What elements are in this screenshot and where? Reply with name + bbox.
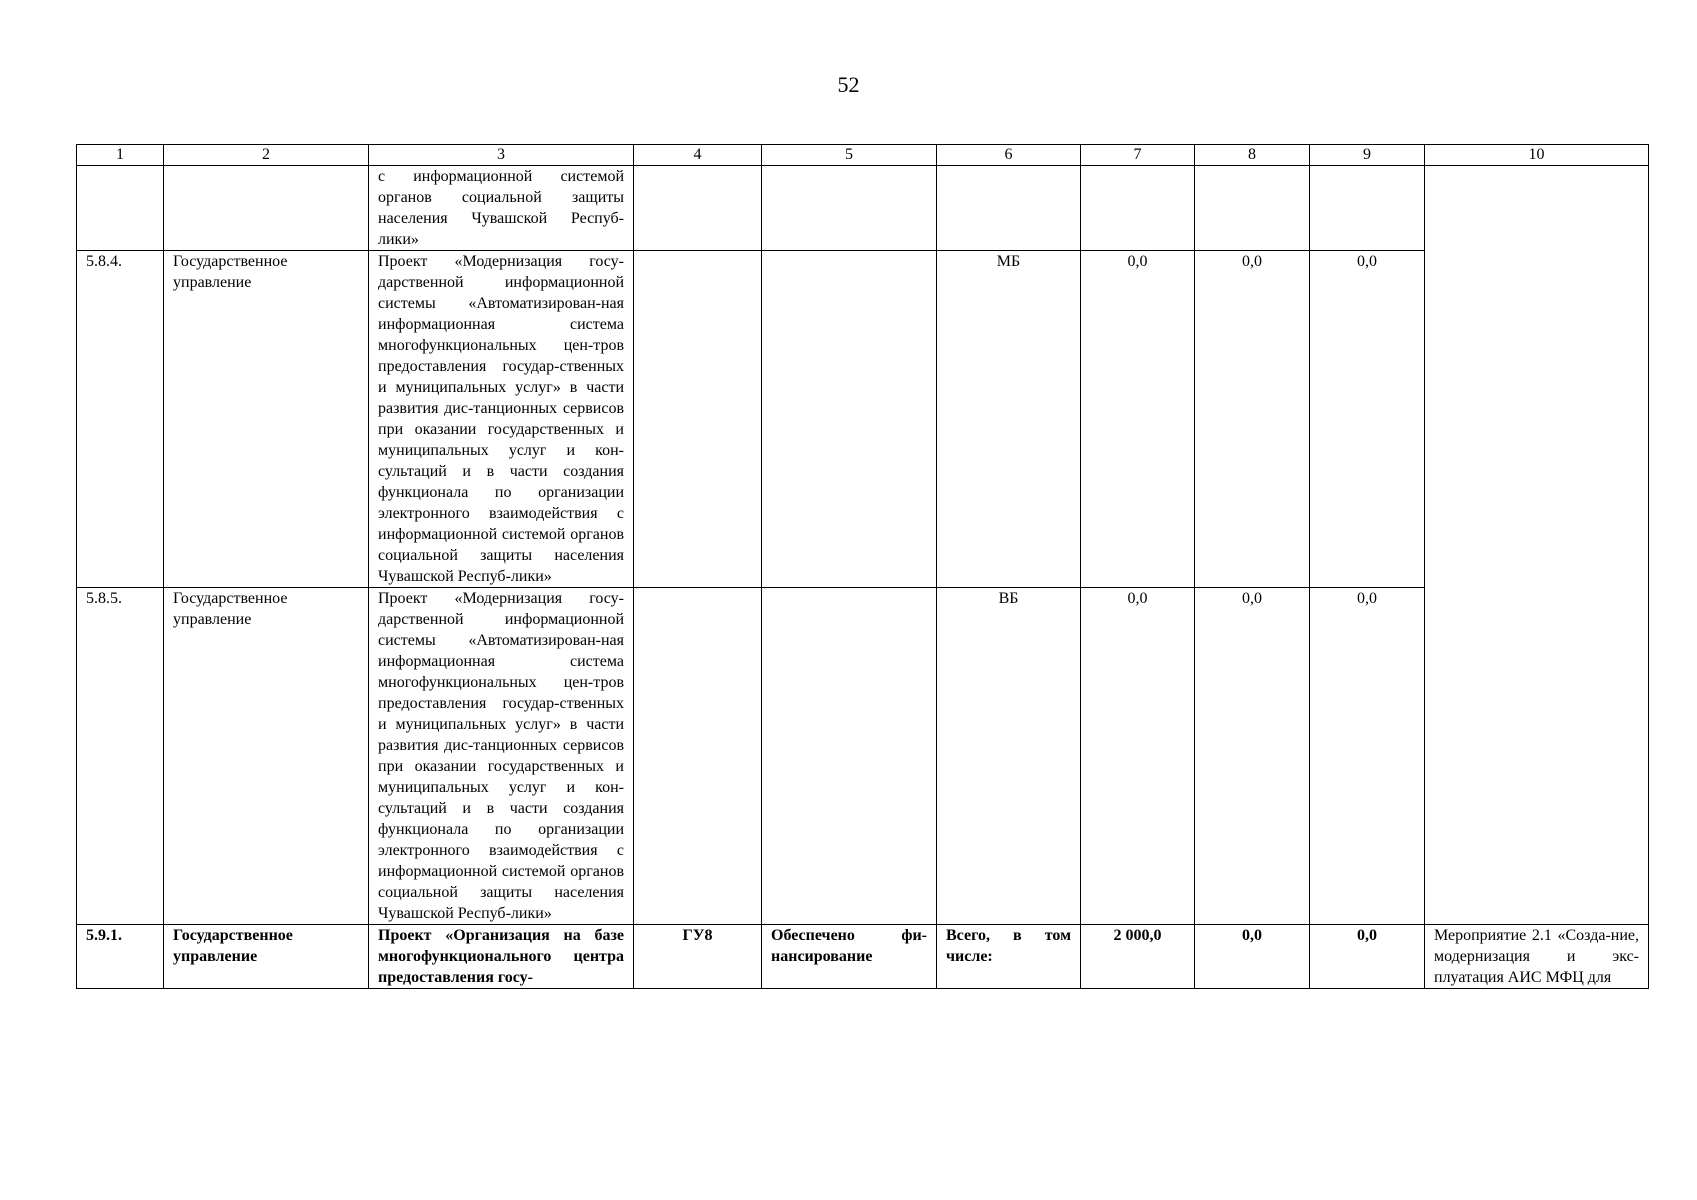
note-cell: Мероприятие 2.1 «Созда-ние, модернизация и экс-плуатация АИС МФЦ для	[1425, 925, 1649, 989]
value-cell: 2 000,0	[1081, 925, 1195, 989]
page-number: 52	[837, 72, 860, 97]
result-cell	[762, 251, 937, 588]
header-cell: 7	[1081, 145, 1195, 166]
row-number-cell: 5.8.5.	[77, 588, 164, 925]
code-cell	[634, 588, 762, 925]
result-cell: Обеспечено фи-нансирование	[762, 925, 937, 989]
value-cell: 0,0	[1310, 925, 1425, 989]
header-cell: 9	[1310, 145, 1425, 166]
value-cell: 0,0	[1195, 588, 1310, 925]
value-cell: 0,0	[1081, 588, 1195, 925]
area-cell: Государственное управление	[164, 251, 369, 588]
table-row	[77, 588, 1649, 925]
header-cell: 5	[762, 145, 937, 166]
area-cell: Государственное управление	[164, 588, 369, 925]
area-cell: Государственное управление	[164, 925, 369, 989]
source-cell: МБ	[937, 251, 1081, 588]
document-table	[76, 144, 1649, 989]
code-cell	[634, 166, 762, 251]
value-cell	[1195, 166, 1310, 251]
header-cell: 8	[1195, 145, 1310, 166]
value-cell: 0,0	[1310, 251, 1425, 588]
table-row-bold	[77, 925, 1649, 989]
header-cell: 2	[164, 145, 369, 166]
source-cell: Всего, в том числе:	[937, 925, 1081, 989]
value-cell	[1081, 166, 1195, 251]
value-cell: 0,0	[1195, 925, 1310, 989]
value-cell: 0,0	[1081, 251, 1195, 588]
project-cell: Проект «Организация на базе многофункционального центра предоставления госу-	[369, 925, 634, 989]
value-cell: 0,0	[1310, 588, 1425, 925]
header-cell: 3	[369, 145, 634, 166]
source-cell	[937, 166, 1081, 251]
table-header-row	[77, 145, 1649, 166]
header-cell: 10	[1425, 145, 1649, 166]
row-number-cell: 5.8.4.	[77, 251, 164, 588]
area-cell	[164, 166, 369, 251]
project-cell: Проект «Модернизация госу-дарственной информационной системы «Автоматизирован-ная информационная система многофункциональных цен-тров предоставления государ-ственных и муниципальных услуг» в части развития дис-танционных сервисов при оказании государственных и муниципальных услуг и кон-сультаций и в части создания функционала по организации электронного взаимодействия с информационной системой органов социальной защиты населения Чувашской Респуб-лики»	[369, 588, 634, 925]
value-cell: 0,0	[1195, 251, 1310, 588]
header-cell: 6	[937, 145, 1081, 166]
project-cell: Проект «Модернизация госу-дарственной информационной системы «Автоматизирован-ная информационная система многофункциональных цен-тров предоставления государ-ственных и муниципальных услуг» в части развития дис-танционных сервисов при оказании государственных и муниципальных услуг и кон-сультаций и в части создания функционала по организации электронного взаимодействия с информационной системой органов социальной защиты населения Чувашской Респуб-лики»	[369, 251, 634, 588]
source-cell: ВБ	[937, 588, 1081, 925]
row-number-cell: 5.9.1.	[77, 925, 164, 989]
value-cell	[1310, 166, 1425, 251]
result-cell	[762, 588, 937, 925]
project-cell: с информационной системой органов социальной защиты населения Чувашской Респуб-лики»	[369, 166, 634, 251]
row-number-cell	[77, 166, 164, 251]
table-row	[77, 251, 1649, 588]
table-row	[77, 166, 1649, 251]
header-cell: 4	[634, 145, 762, 166]
code-cell	[634, 251, 762, 588]
result-cell	[762, 166, 937, 251]
note-cell-merged	[1425, 166, 1649, 925]
code-cell: ГУ8	[634, 925, 762, 989]
header-cell: 1	[77, 145, 164, 166]
